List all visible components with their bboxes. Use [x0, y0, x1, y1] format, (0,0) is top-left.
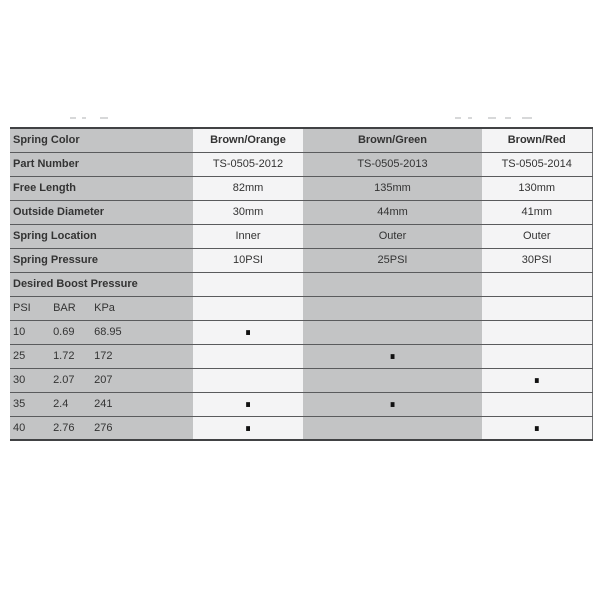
marker-square-icon: ■ — [245, 398, 251, 410]
kpa-value: 241 — [94, 398, 113, 410]
table-row-outside-diameter — [10, 200, 592, 224]
table-row-spring-color — [10, 128, 592, 152]
boost-values-40 — [10, 416, 193, 440]
outside-diameter-value-2: 44mm — [303, 200, 482, 224]
marker-cell — [193, 416, 303, 440]
empty-cell — [303, 272, 482, 296]
empty-cell — [303, 296, 482, 320]
empty-cell — [193, 272, 303, 296]
spring-location-value-2: Outer — [303, 224, 482, 248]
marker-cell — [482, 320, 592, 344]
marker-cell — [482, 416, 592, 440]
part-number-value-3: TS-0505-2014 — [482, 152, 592, 176]
row-label-outside-diameter: Outside Diameter — [10, 200, 193, 224]
empty-cell — [482, 272, 592, 296]
outside-diameter-value-1: 30mm — [193, 200, 303, 224]
spring-spec-table — [10, 127, 593, 441]
free-length-value-1: 82mm — [193, 176, 303, 200]
table-row-spring-location — [10, 224, 592, 248]
psi-value: 35 — [13, 398, 26, 410]
marker-square-icon: ■ — [390, 398, 395, 410]
table-row-boost-10 — [10, 320, 592, 344]
spring-pressure-value-2: 25PSI — [303, 248, 482, 272]
table-row-part-number — [10, 152, 592, 176]
unit-psi: PSI — [13, 302, 31, 314]
marker-cell — [303, 344, 482, 368]
psi-value: 40 — [13, 421, 26, 434]
table-row-boost-header — [10, 272, 592, 296]
psi-value: 10 — [13, 326, 26, 338]
psi-value: 25 — [13, 350, 26, 362]
table-row-boost-25 — [10, 344, 592, 368]
kpa-value: 207 — [94, 374, 113, 386]
bar-value: 2.07 — [53, 374, 75, 386]
empty-cell — [482, 296, 592, 320]
table-row-spring-pressure — [10, 248, 592, 272]
ghost-artifacts — [0, 117, 600, 121]
bar-value: 0.69 — [53, 326, 75, 338]
table-row-unit-headers — [10, 296, 592, 320]
kpa-value: 68.95 — [94, 326, 122, 338]
unit-header-cell — [10, 296, 193, 320]
spring-color-value-1: Brown/Orange — [193, 128, 303, 152]
marker-cell — [303, 416, 482, 440]
boost-values-25 — [10, 344, 193, 368]
marker-square-icon: ■ — [390, 350, 395, 362]
marker-square-icon: ■ — [534, 374, 540, 386]
kpa-value: 276 — [94, 421, 113, 434]
bar-value: 1.72 — [53, 350, 75, 362]
spring-color-value-3: Brown/Red — [482, 128, 592, 152]
spring-location-value-3: Outer — [482, 224, 592, 248]
part-number-value-2: TS-0505-2013 — [303, 152, 482, 176]
table-row-boost-40 — [10, 416, 592, 440]
kpa-value: 172 — [94, 350, 113, 362]
table-row-boost-30 — [10, 368, 592, 392]
marker-cell — [303, 320, 482, 344]
marker-square-icon: ■ — [534, 422, 540, 434]
spring-location-value-1: Inner — [193, 224, 303, 248]
row-label-spring-location: Spring Location — [10, 224, 193, 248]
spring-pressure-value-3: 30PSI — [482, 248, 592, 272]
marker-cell — [303, 368, 482, 392]
part-number-value-1: TS-0505-2012 — [193, 152, 303, 176]
boost-values-10 — [10, 320, 193, 344]
marker-cell — [482, 344, 592, 368]
spring-color-value-2: Brown/Green — [303, 128, 482, 152]
marker-cell — [303, 392, 482, 416]
free-length-value-3: 130mm — [482, 176, 592, 200]
unit-kpa: KPa — [94, 302, 115, 314]
free-length-value-2: 135mm — [303, 176, 482, 200]
row-label-spring-pressure: Spring Pressure — [10, 248, 193, 272]
marker-cell — [482, 368, 592, 392]
bar-value: 2.76 — [53, 421, 75, 434]
psi-value: 30 — [13, 374, 26, 386]
marker-cell — [193, 392, 303, 416]
row-label-part-number: Part Number — [10, 152, 193, 176]
row-label-spring-color: Spring Color — [10, 128, 193, 152]
spring-pressure-value-1: 10PSI — [193, 248, 303, 272]
marker-cell — [193, 368, 303, 392]
marker-square-icon: ■ — [245, 422, 251, 434]
bar-value: 2.4 — [53, 398, 69, 410]
boost-values-35 — [10, 392, 193, 416]
outside-diameter-value-3: 41mm — [482, 200, 592, 224]
table-row-free-length — [10, 176, 592, 200]
table-row-boost-35 — [10, 392, 592, 416]
marker-cell — [482, 392, 592, 416]
row-label-free-length: Free Length — [10, 176, 193, 200]
empty-cell — [193, 296, 303, 320]
marker-square-icon: ■ — [245, 326, 251, 338]
boost-section-header: Desired Boost Pressure — [10, 272, 193, 296]
marker-cell — [193, 344, 303, 368]
boost-values-30 — [10, 368, 193, 392]
marker-cell — [193, 320, 303, 344]
unit-bar: BAR — [53, 302, 76, 314]
